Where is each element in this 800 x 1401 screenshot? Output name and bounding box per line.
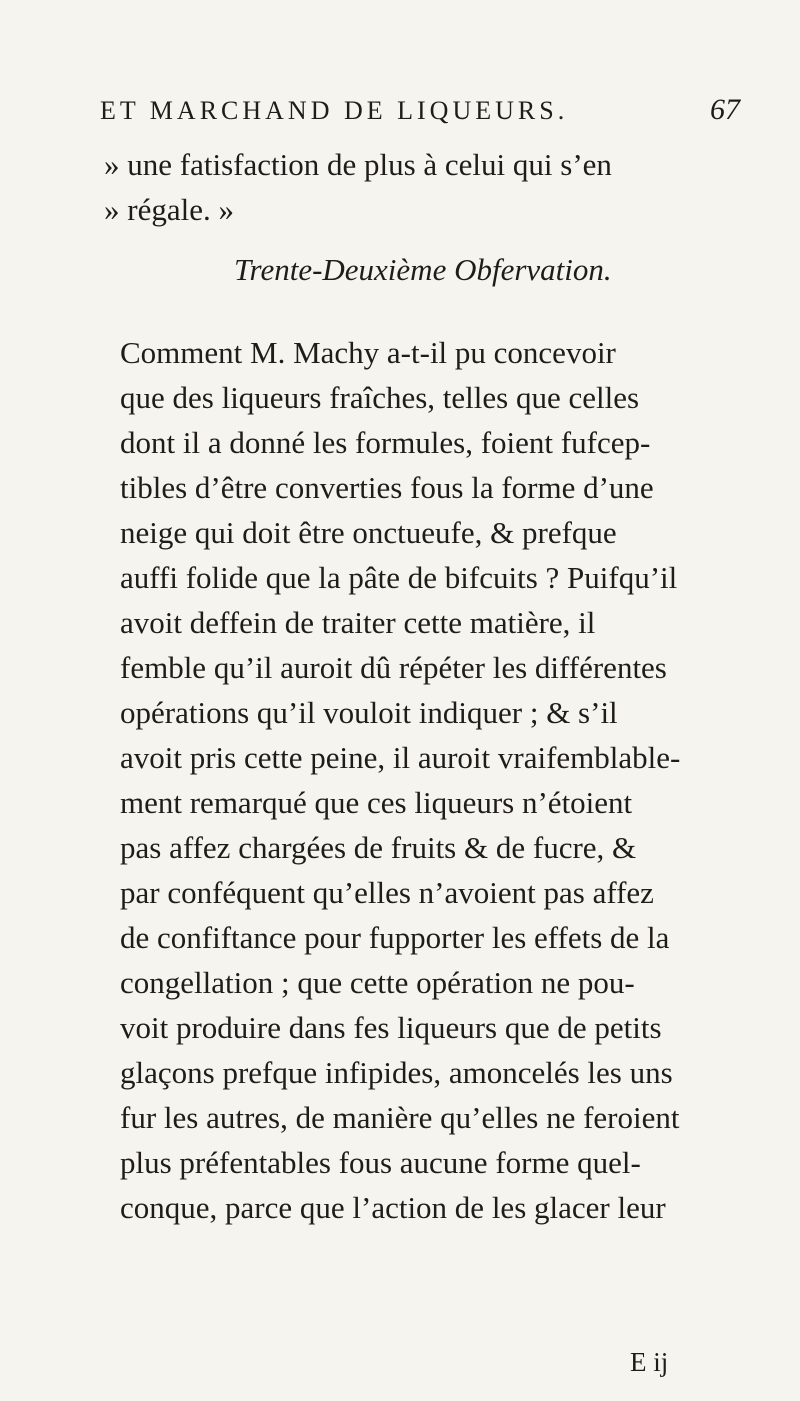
page-number: 67 [710,93,740,126]
body-line: pas affez chargées de fruits & de fucre, & [120,830,637,865]
body-line: de confiftance pour fupporter les effets de la [120,920,670,955]
body-line: plus préfentables fous aucune forme quel- [120,1145,641,1180]
body-line: par conféquent qu’elles n’avoient pas affez [120,875,654,910]
body-line: opérations qu’il vouloit indiquer ; & s’il [120,695,618,730]
body-line: Comment M. Machy a-t-il pu concevoir [120,335,616,370]
body-line: auffi folide que la pâte de bifcuits ? Puifqu’il [120,560,678,595]
running-head: ET MARCHAND DE LIQUEURS. [100,96,569,125]
body-line: glaçons prefque infipides, amoncelés les uns [120,1055,673,1090]
section-title: Trente-Deuxième Obfervation. [234,252,612,287]
body-line: avoit deffein de traiter cette matière, il [120,605,596,640]
body-line: que des liqueurs fraîches, telles que celles [120,380,640,415]
body-line: avoit pris cette peine, il auroit vraifemblable- [120,740,681,775]
body-line: dont il a donné les formules, foient fufcep- [120,425,651,460]
body-line: conque, parce que l’action de les glacer leur [120,1190,666,1225]
body-line: voit produire dans fes liqueurs que de petits [120,1010,662,1045]
body-line: tibles d’être converties fous la forme d’une [120,470,654,505]
page-header [100,93,740,133]
body-line: congellation ; que cette opération ne pou- [120,965,635,1000]
body-line: fur les autres, de manière qu’elles ne feroient [120,1100,680,1135]
body-line: ment remarqué que ces liqueurs n’étoient [120,785,633,820]
intro-line: » régale. » [104,192,234,227]
body-line: neige qui doit être onctueufe, & prefque [120,515,617,550]
intro-line: » une fatisfaction de plus à celui qui s’en [104,147,612,182]
signature-mark: E ij [630,1347,669,1377]
body-line: femble qu’il auroit dû répéter les différentes [120,650,667,685]
